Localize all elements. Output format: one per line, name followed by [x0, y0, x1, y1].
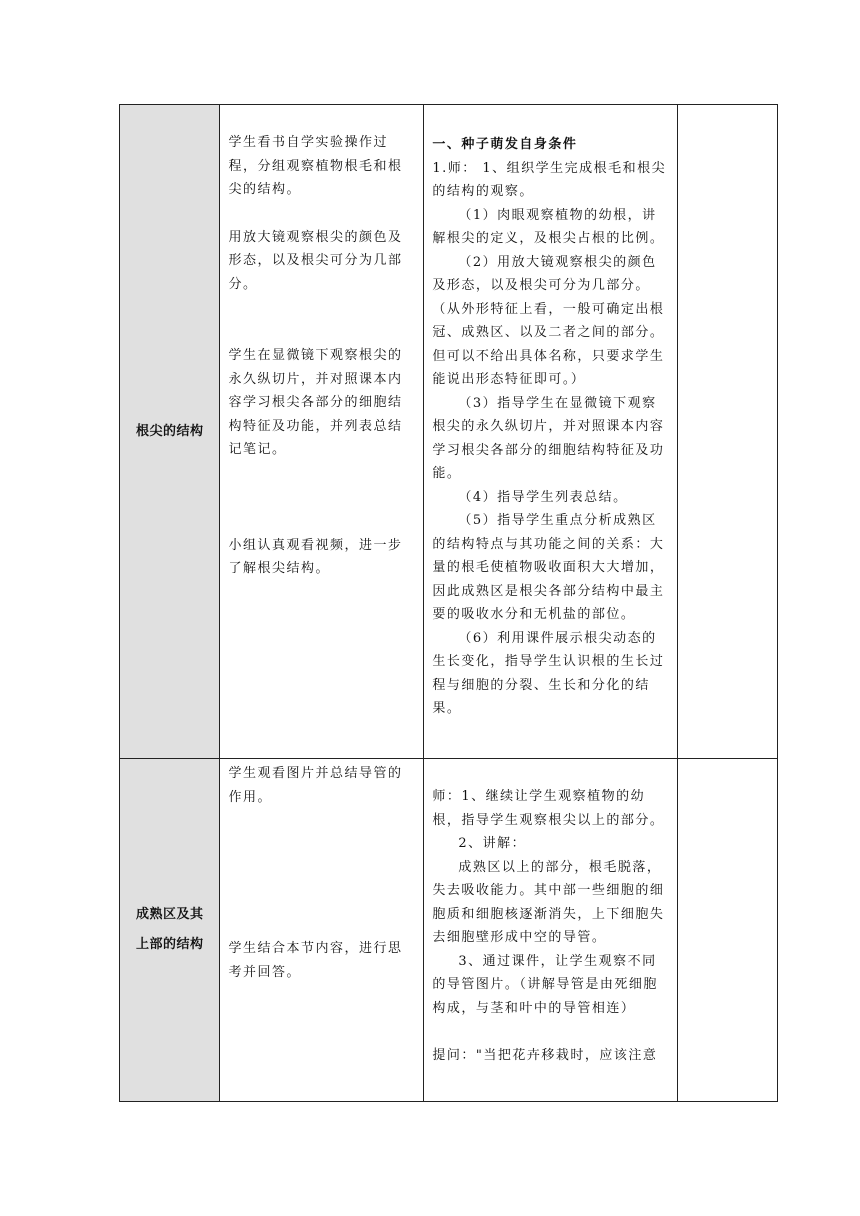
teacher-text: （4）指导学生列表总结。	[458, 489, 628, 505]
teacher-text: （5）指导学生重点分析成熟区的结构特点与其功能之间的关系：大量的根毛使植物吸收面积大大增加，因此成熟区是根尖各部分结构中最主要的吸收水分和无机盐的部位。	[432, 513, 665, 622]
teacher-text: （6）利用课件展示根尖动态的生长变化，指导学生认识根的生长过程与细胞的分裂、生长和分化的结果。	[432, 630, 665, 716]
student-text: 学生看书自学实验操作过程，分组观察植物根毛和根尖的结构。	[228, 135, 403, 197]
teacher-text: （1）肉眼观察植物的幼根，讲解根尖的定义，及根尖占根的比例。	[432, 207, 665, 246]
section-label: 根尖的结构	[135, 423, 204, 439]
student-text: 小组认真观看视频，进一步了解根尖结构。	[228, 537, 403, 576]
student-text: 用放大镜观察根尖的颜色及形态，以及根尖可分为几部分。	[228, 229, 403, 292]
teacher-text: 1.师： 1、组织学生完成根毛和根尖的结构的观察。	[432, 160, 667, 199]
teacher-text: 成熟区以上的部分，根毛脱落，失去吸收能力。其中部一些细胞的细胞质和细胞核逐渐消失，上下细胞失去细胞壁形成中空的导管。	[432, 859, 665, 945]
student-text: 学生结合本节内容，进行思考并回答。	[228, 941, 403, 980]
section-label-line: 上部的结构	[135, 937, 204, 952]
table-row	[120, 105, 778, 759]
student-activity-cell	[220, 759, 424, 1102]
notes-cell	[677, 759, 777, 1102]
teacher-text: 提问："当把花卉移栽时，应该注意	[432, 1048, 658, 1063]
notes-cell	[677, 105, 777, 759]
student-text: 学生观看图片并总结导管的作用。	[228, 766, 403, 805]
teacher-text: 2、讲解：	[458, 836, 527, 851]
teacher-activity-cell	[424, 105, 677, 759]
teacher-text: 3、通过课件，让学生观察不同的导管图片。（讲解导管是由死细胞构成，与茎和叶中的导管相连）	[432, 953, 658, 1016]
section-cell	[120, 105, 220, 759]
teacher-text: （2）用放大镜观察根尖的颜色及形态，以及根尖可分为几部分。	[432, 254, 657, 293]
section-label-line: 成熟区及其	[135, 907, 204, 922]
student-activity-cell	[220, 105, 424, 759]
table-row	[120, 759, 778, 1102]
teacher-text: 师：1、继续让学生观察植物的幼根，指导学生观察根尖以上的部分。	[432, 789, 665, 828]
student-text: 学生在显微镜下观察根尖的永久纵切片，并对照课本内容学习根尖各部分的细胞结构特征及功能，并列表总结记笔记。	[228, 348, 403, 457]
lesson-plan-table	[119, 104, 778, 1102]
teacher-text: （3）指导学生在显微镜下观察根尖的永久纵切片，并对照课本内容学习根尖各部分的细胞结构特征及功能。	[432, 395, 665, 481]
teacher-activity-cell	[424, 759, 677, 1102]
section-cell	[120, 759, 220, 1102]
teacher-text: （从外形特征上看，一般可确定出根冠、成熟区、以及二者之间的部分。但可以不给出具体名称，只要求学生能说出形态特征即可。）	[432, 301, 665, 387]
section-heading: 一、种子萌发自身条件	[432, 137, 578, 152]
